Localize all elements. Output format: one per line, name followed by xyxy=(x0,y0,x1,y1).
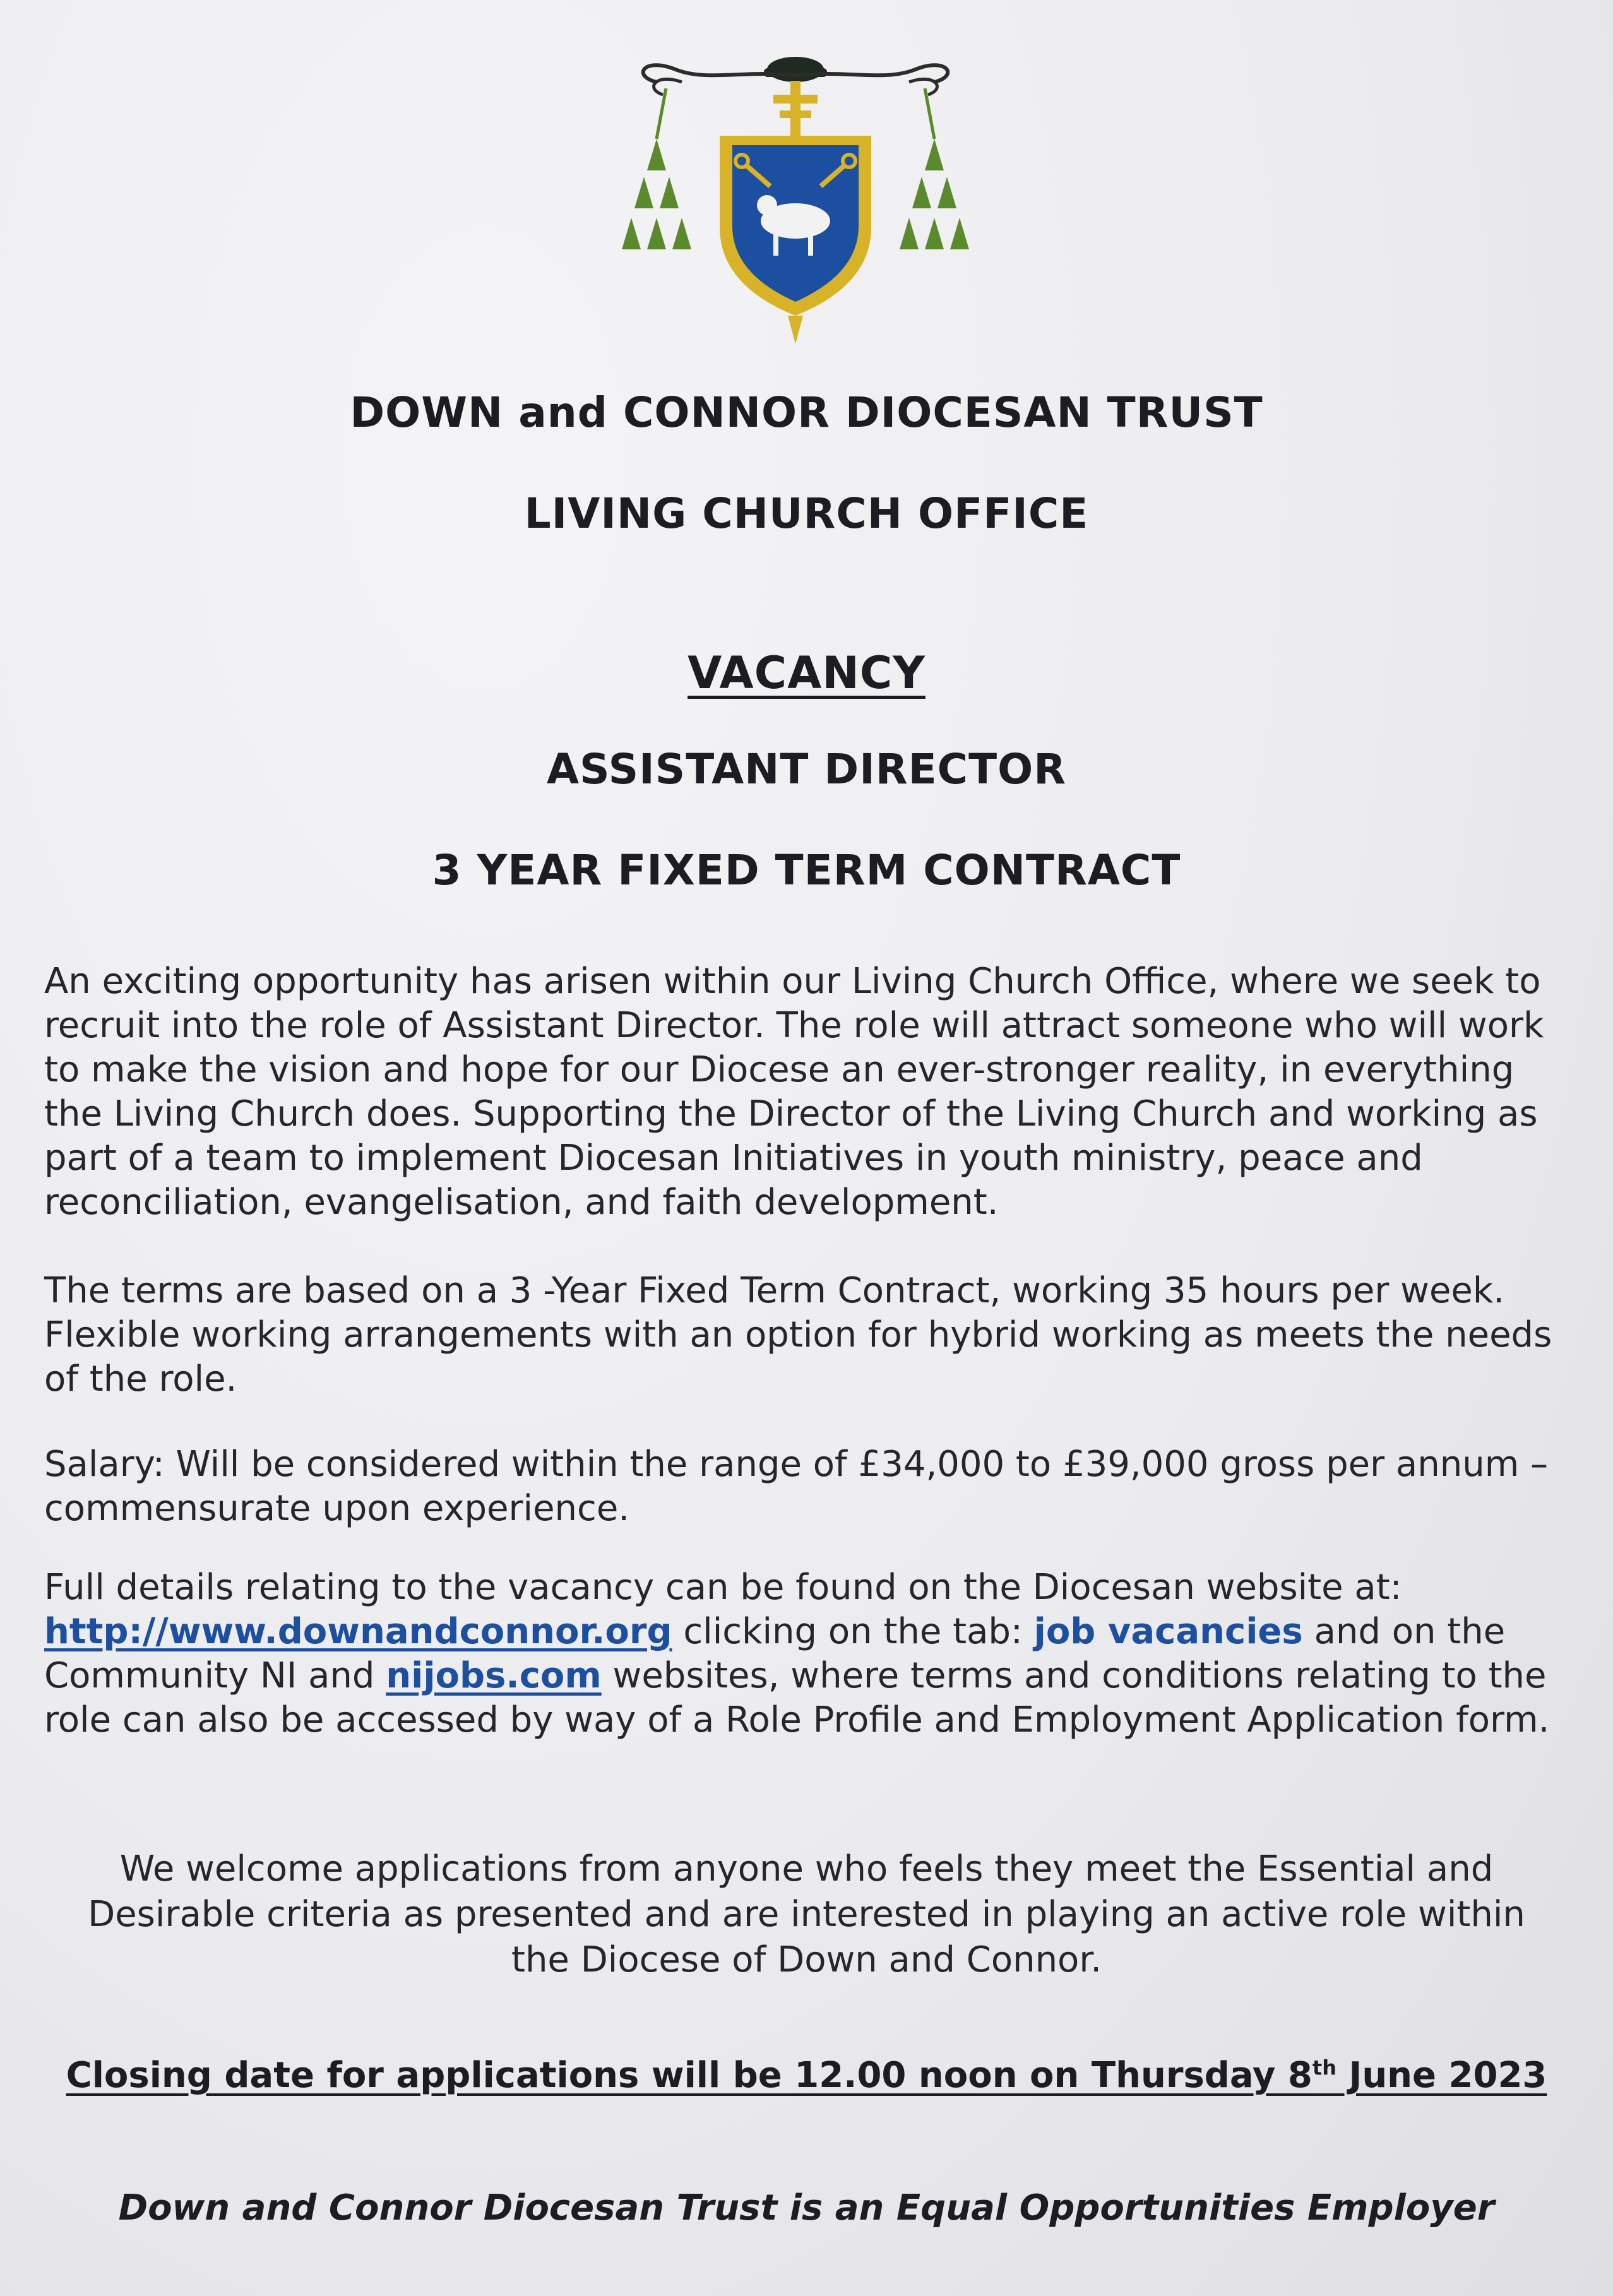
closing-date xyxy=(0,2055,1613,2096)
office-name-heading: LIVING CHURCH OFFICE xyxy=(524,489,1089,538)
terms-paragraph: The terms are based on a 3 -Year Fixed Term Contract, working 35 hours per week. Flexible working arrangements with an option for hybrid working as meets the needs of the role. xyxy=(44,1270,1552,1400)
closing-date-prefix: Closing date for applications will be 12.00 noon on Thursday 8 xyxy=(66,2055,1312,2096)
closing-date-ordinal: th xyxy=(1312,2055,1336,2080)
vacancy-heading: VACANCY xyxy=(687,647,926,699)
details-prefix-text: Full details relating to the vacancy can be found on the Diocesan website at: xyxy=(44,1567,1402,1608)
website-link[interactable]: http://www.downandconnor.org xyxy=(44,1611,672,1652)
salary-paragraph: Salary: Will be considered within the range of £34,000 to £39,000 gross per annum – commensurate upon experience. xyxy=(44,1444,1549,1529)
job-vacancies-tab-text: job vacancies xyxy=(1033,1611,1303,1652)
intro-paragraph: An exciting opportunity has arisen within our Living Church Office, where we seek to recruit into the role of Assistant Director. The role will attract someone who will work to make the vision and hope for our Diocese an ever-stronger reality, in everything the Living Church does. Supporting the Director of the Living Church and working as part of a team to implement Diocesan Initiatives in youth ministry, peace and reconciliation, evangelisation, and faith development. xyxy=(44,961,1544,1223)
welcome-paragraph: We welcome applications from anyone who feels they meet the Essential and Desirable criteria as presented and are interested in playing an active role within the Diocese of Down and Connor. xyxy=(88,1848,1525,1980)
role-title-heading: ASSISTANT DIRECTOR xyxy=(546,745,1067,794)
contract-type-heading: 3 YEAR FIXED TERM CONTRACT xyxy=(432,846,1181,895)
details-mid-text: clicking on the tab: xyxy=(683,1611,1023,1652)
trust-name-heading: DOWN and CONNOR DIOCESAN TRUST xyxy=(350,388,1263,437)
equal-opportunities-statement: Down and Connor Diocesan Trust is an Equal Opportunities Employer xyxy=(118,2187,1495,2228)
details-suffix-text: websites, where terms and conditions relating to the role can also be accessed by way of a Role Profile and Employment Application form. xyxy=(44,1655,1550,1740)
diocesan-coat-of-arms-icon xyxy=(619,51,972,366)
details-paragraph xyxy=(44,1566,1578,1742)
nijobs-link[interactable]: nijobs.com xyxy=(386,1655,602,1696)
closing-date-suffix: June 2023 xyxy=(1336,2055,1547,2096)
details-mid2-text: and on the Community NI and xyxy=(44,1611,1506,1696)
